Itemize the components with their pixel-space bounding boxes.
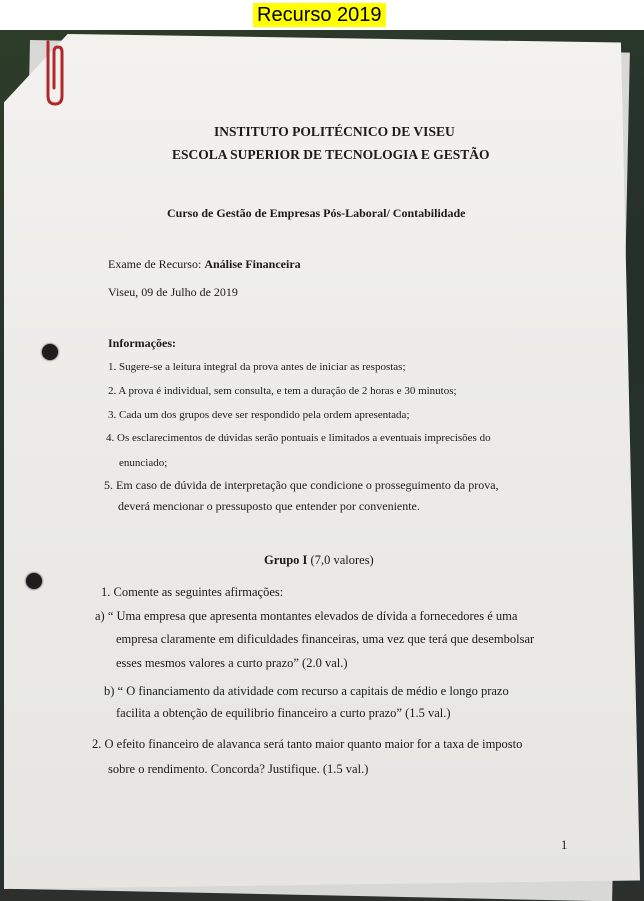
group-name: Grupo I [264, 553, 308, 567]
info-item-4-line1: Os esclarecimentos de dúvidas serão pontuais e limitados a eventuais imprecisões do [117, 432, 491, 444]
question-1-text: Comente as seguintes afirmações: [113, 585, 284, 599]
info-item-1-num: 1. [108, 361, 117, 373]
info-item-5-line1: Em caso de dúvida de interpretação que condicione o prosseguimento da prova, [116, 478, 499, 492]
page-number: 1 [561, 838, 568, 852]
punch-hole-bottom [26, 573, 42, 589]
group-title [264, 553, 374, 568]
group-points: (7,0 valores) [310, 553, 374, 567]
exam-prefix: Exame de Recurso: [108, 257, 202, 271]
info-item-5-num: 5. [104, 478, 113, 492]
info-item-1 [108, 361, 406, 373]
top-banner [0, 0, 644, 30]
question-1b [104, 684, 509, 699]
question-1b-line1: “ O financiamento da atividade com recurso a capitais de médio e longo prazo [117, 684, 509, 698]
info-item-3-text: Cada um dos grupos deve ser respondido pela ordem apresentada; [119, 409, 410, 421]
info-item-2 [108, 385, 457, 397]
question-2-line2: sobre o rendimento. Concorda? Justifique. (1.5 val.) [108, 762, 369, 776]
question-1a-label: a) [95, 609, 105, 623]
institute-name: INSTITUTO POLITÉCNICO DE VISEU [214, 124, 455, 139]
paperclip-icon [38, 38, 72, 108]
question-1 [101, 585, 283, 600]
info-item-3 [108, 409, 410, 421]
info-item-2-num: 2. [108, 385, 117, 397]
info-item-3-num: 3. [108, 409, 117, 421]
banner-label: Recurso 2019 [253, 3, 386, 27]
info-item-1-text: Sugere-se a leitura integral da prova antes de iniciar as respostas; [119, 361, 406, 373]
question-1a-line2: empresa claramente em dificuldades financeiras, uma vez que terá que desembolsar [116, 632, 535, 646]
question-2-num: 2. [92, 737, 102, 751]
exam-type [108, 257, 301, 272]
question-1b-label: b) [104, 684, 115, 698]
info-item-4-cont: enunciado; [119, 457, 168, 469]
course-name: Curso de Gestão de Empresas Pós-Laboral/ Contabilidade [167, 206, 466, 220]
question-1b-line2: facilita a obtenção de equilibrio financeiro a curto prazo” (1.5 val.) [116, 706, 451, 720]
question-2 [92, 737, 522, 752]
punch-hole-top [42, 344, 58, 360]
exam-date: Viseu, 09 de Julho de 2019 [108, 285, 238, 299]
info-item-2-text: A prova é individual, sem consulta, e tem a duração de 2 horas e 30 minutos; [118, 385, 457, 397]
exam-subject: Análise Financeira [204, 257, 301, 271]
question-2-line1: O efeito financeiro de alavanca será tanto maior quanto maior for a taxa de imposto [104, 737, 523, 751]
info-item-4 [106, 432, 491, 444]
question-1a-line3: esses mesmos valores a curto prazo” (2.0 val.) [116, 656, 348, 670]
info-item-4-num: 4. [106, 432, 115, 444]
question-1-num: 1. [101, 585, 111, 599]
question-1a-line1: “ Uma empresa que apresenta montantes elevados de dívida a fornecedores é uma [107, 609, 518, 623]
info-heading: Informações: [108, 336, 176, 350]
info-item-5-cont: deverá mencionar o pressuposto que entender por conveniente. [118, 499, 420, 513]
question-1a [95, 609, 517, 624]
school-name: ESCOLA SUPERIOR DE TECNOLOGIA E GESTÃO [172, 147, 490, 162]
info-item-5 [104, 478, 499, 493]
